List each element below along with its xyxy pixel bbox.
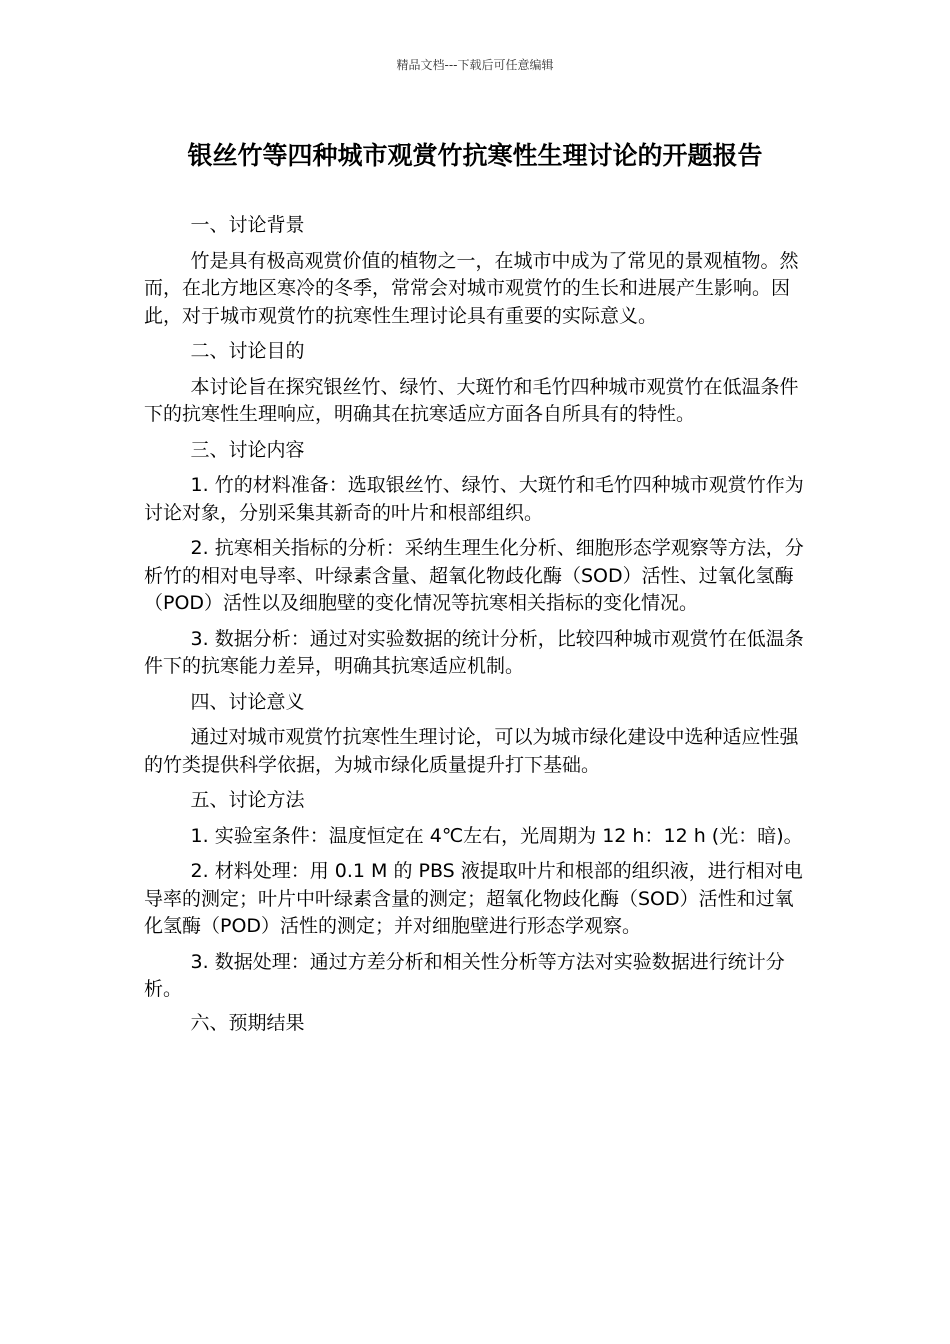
page-header: 精品文档---下载后可任意编辑	[396, 58, 554, 72]
paragraph-content-item-2: 2. 抗寒相关指标的分析：采纳生理生化分析、细胞形态学观察等方法，分析竹的相对电导率、叶绿素含量、超氧化物歧化酶（SOD）活性、过氧化氢酶（POD）活性以及细胞壁的变化情况等抗寒相关指标的变化情况。	[144, 537, 804, 614]
section-heading-methods: 五、讨论方法	[190, 789, 305, 811]
section-heading-content: 三、讨论内容	[190, 438, 305, 461]
paragraph-methods-item-1: 1. 实验室条件：温度恒定在 4℃左右，光周期为 12 h：12 h (光：暗)。	[190, 824, 803, 847]
section-heading-expected-results: 六、预期结果	[190, 1011, 305, 1034]
paragraph-significance: 通过对城市观赏竹抗寒性生理讨论，可以为城市绿化建设中选种适应性强的竹类提供科学依据，为城市绿化质量提升打下基础。	[144, 726, 799, 776]
paragraph-purpose: 本讨论旨在探究银丝竹、绿竹、大斑竹和毛竹四种城市观赏竹在低温条件下的抗寒性生理响应，明确其在抗寒适应方面各自所具有的特性。	[144, 375, 799, 425]
paragraph-background: 竹是具有极高观赏价值的植物之一，在城市中成为了常见的景观植物。然而，在北方地区寒冷的冬季，常常会对城市观赏竹的生长和进展产生影响。因此，对于城市观赏竹的抗寒性生理讨论具有重要的实际意义。	[144, 249, 799, 327]
paragraph-methods-item-3: 3. 数据处理：通过方差分析和相关性分析等方法对实验数据进行统计分析。	[144, 950, 785, 1000]
section-heading-significance: 四、讨论意义	[190, 690, 305, 713]
section-heading-purpose: 二、讨论目的	[190, 340, 305, 362]
paragraph-content-item-1: 1. 竹的材料准备：选取银丝竹、绿竹、大斑竹和毛竹四种城市观赏竹作为讨论对象，分别采集其新奇的叶片和根部组织。	[144, 474, 804, 524]
section-heading-background: 一、讨论背景	[190, 214, 305, 236]
document-body	[144, 212, 808, 1045]
paragraph-methods-item-2: 2. 材料处理：用 0.1 M 的 PBS 液提取叶片和根部的组织液，进行相对电导率的测定；叶片中叶绿素含量的测定；超氧化物歧化酶（SOD）活性和过氧化氢酶（POD）活性的测定；并对细胞壁进行形态学观察。	[144, 860, 803, 937]
paragraph-content-item-3: 3. 数据分析：通过对实验数据的统计分析，比较四种城市观赏竹在低温条件下的抗寒能力差异，明确其抗寒适应机制。	[144, 627, 804, 677]
document-title: 银丝竹等四种城市观赏竹抗寒性生理讨论的开题报告	[187, 141, 763, 170]
